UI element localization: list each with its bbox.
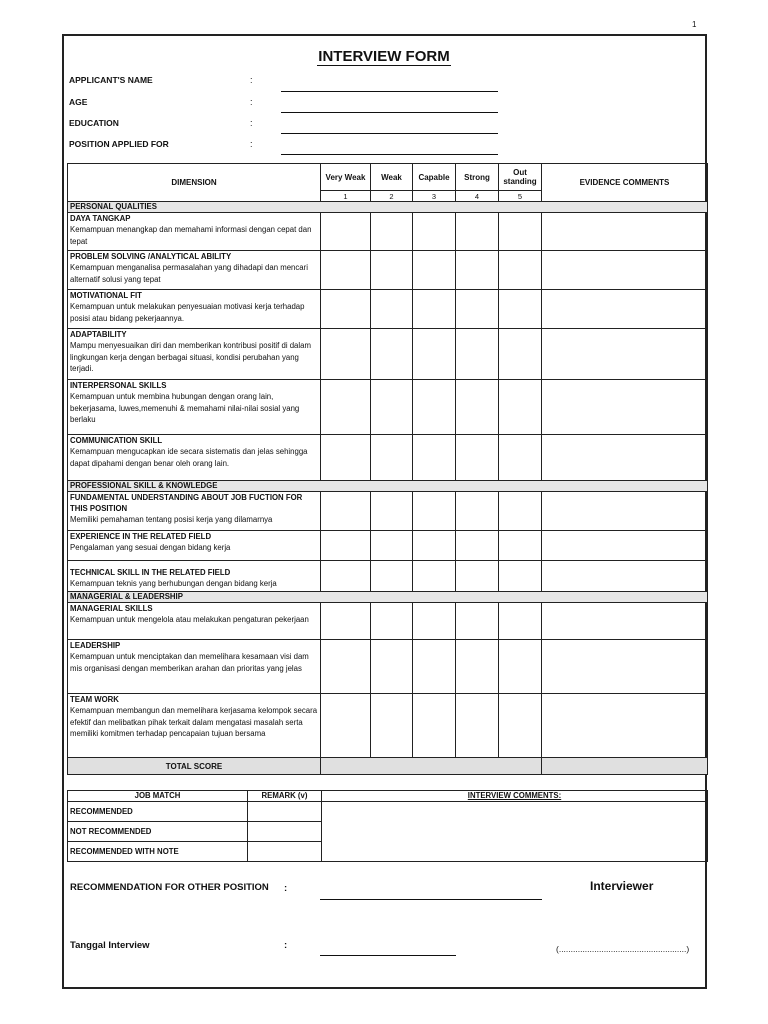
other-position-field[interactable]	[320, 899, 542, 900]
rating-number-1: 1	[321, 191, 371, 202]
rating-cell-5[interactable]	[499, 561, 542, 592]
dimension-title: MOTIVATIONAL FIT	[70, 291, 142, 300]
rating-cell-2[interactable]	[371, 694, 413, 758]
rating-cell-1[interactable]	[321, 603, 371, 640]
dimension-row-experience	[68, 531, 708, 561]
rating-cell-2[interactable]	[371, 435, 413, 481]
interviewer-signature-line[interactable]: (......................................................)	[556, 944, 690, 954]
applicant-name-field[interactable]	[281, 91, 498, 92]
rating-number-2: 2	[371, 191, 413, 202]
rating-cell-3[interactable]	[413, 561, 456, 592]
dimension-row-team-work	[68, 694, 708, 758]
dimension-row-technical-skill	[68, 561, 708, 592]
dimension-row-leadership	[68, 640, 708, 694]
job-match-table	[67, 790, 708, 862]
rating-cell-4[interactable]	[456, 290, 499, 329]
rating-number-5: 5	[499, 191, 542, 202]
rating-cell-2[interactable]	[371, 329, 413, 380]
rating-cell-2[interactable]	[371, 251, 413, 290]
rating-cell-5[interactable]	[499, 290, 542, 329]
evidence-cell[interactable]	[542, 640, 708, 694]
evidence-cell[interactable]	[542, 492, 708, 531]
rating-cell-4[interactable]	[456, 531, 499, 561]
evidence-cell[interactable]	[542, 561, 708, 592]
dimension-row-daya-tangkap	[68, 213, 708, 251]
rating-cell-5[interactable]	[499, 694, 542, 758]
dimension-title: COMMUNICATION SKILL	[70, 436, 163, 445]
rating-cell-4[interactable]	[456, 694, 499, 758]
rating-cell-5[interactable]	[499, 603, 542, 640]
age-colon: :	[250, 97, 253, 107]
rating-cell-1[interactable]	[321, 531, 371, 561]
total-score-cell[interactable]	[321, 758, 542, 775]
rating-cell-1[interactable]	[321, 435, 371, 481]
rating-cell-1[interactable]	[321, 492, 371, 531]
dimension-title: INTERPERSONAL SKILLS	[70, 381, 167, 390]
rating-label-weak: Weak	[371, 164, 413, 191]
rating-cell-3[interactable]	[413, 251, 456, 290]
rating-label-capable: Capable	[413, 164, 456, 191]
rating-cell-1[interactable]	[321, 561, 371, 592]
dimension-description: Kemampuan untuk menciptakan dan memelihara kesamaan visi dam mis organisasi dengan memberikan arahan dan prioritas yang jelas	[70, 652, 309, 673]
dimension-description: Kemampuan untuk melakukan penyesuaian motivasi kerja terhadap posisi atau bidang pekerjaannya.	[70, 302, 305, 323]
evidence-cell[interactable]	[542, 380, 708, 435]
evidence-cell[interactable]	[542, 694, 708, 758]
dimension-description: Pengalaman yang sesuai dengan bidang kerja	[70, 543, 231, 552]
rating-cell-5[interactable]	[499, 531, 542, 561]
dimension-row-motivational-fit	[68, 290, 708, 329]
dimension-row-communication	[68, 435, 708, 481]
recommended-with-note-remark-cell[interactable]	[248, 842, 322, 862]
education-colon: :	[250, 118, 253, 128]
dimension-description: Kemampuan membangun dan memelihara kerjasama kelompok secara efektif dan melibatkan pihak terkait dalam mengatasi masalah serta memiliki komitmen terhadap pencapaian tujuan bersama	[70, 706, 318, 738]
page-number: 1	[692, 20, 697, 29]
dimension-header: DIMENSION	[68, 164, 321, 202]
rating-label-very-weak: Very Weak	[321, 164, 371, 191]
other-position-colon: :	[284, 883, 288, 894]
dimension-row-managerial	[68, 603, 708, 640]
dimension-description: Mampu menyesuaikan diri dan memberikan kontribusi positif di dalam lingkungan kerja dengan berbagai situasi, kondisi perubahan yang terjadi.	[70, 341, 311, 373]
rating-cell-1[interactable]	[321, 213, 371, 251]
remark-header: REMARK (v)	[248, 791, 322, 802]
section-header: PERSONAL QUALITIES	[68, 202, 708, 213]
rating-cell-3[interactable]	[413, 329, 456, 380]
dimension-description: Kemampuan mengucapkan ide secara sistematis dan jelas sehingga dapat dipahami dengan benar oleh orang lain.	[70, 447, 308, 468]
position-applied-colon: :	[250, 139, 253, 149]
rating-cell-2[interactable]	[371, 531, 413, 561]
rating-cell-3[interactable]	[413, 435, 456, 481]
rating-cell-2[interactable]	[371, 561, 413, 592]
interview-date-field[interactable]	[320, 955, 456, 956]
dimension-title: EXPERIENCE IN THE RELATED FIELD	[70, 532, 212, 541]
total-score-label: TOTAL SCORE	[68, 758, 321, 775]
position-applied-field[interactable]	[281, 154, 498, 155]
evidence-comments-header: EVIDENCE COMMENTS	[542, 164, 708, 202]
dimension-row-problem-solving	[68, 251, 708, 290]
rating-number-3: 3	[413, 191, 456, 202]
rating-cell-4[interactable]	[456, 435, 499, 481]
evaluation-table	[67, 163, 708, 775]
education-field[interactable]	[281, 133, 498, 134]
not-recommended-remark-cell[interactable]	[248, 822, 322, 842]
dimension-description: Kemampuan teknis yang berhubungan dengan bidang kerja	[70, 579, 277, 588]
interview-comments-header: INTERVIEW COMMENTS:	[322, 791, 708, 802]
dimension-description: Kemampuan untuk membina hubungan dengan orang lain, bekerjasama, luwes,memenuhi & memahami nilai-nilai sosial yang berlaku	[70, 392, 300, 424]
rating-cell-3[interactable]	[413, 213, 456, 251]
evidence-cell[interactable]	[542, 329, 708, 380]
dimension-row-adaptability	[68, 329, 708, 380]
rating-cell-2[interactable]	[371, 290, 413, 329]
rating-cell-5[interactable]	[499, 640, 542, 694]
rating-cell-1[interactable]	[321, 380, 371, 435]
rating-cell-5[interactable]	[499, 380, 542, 435]
dimension-title: DAYA TANGKAP	[70, 214, 131, 223]
rating-cell-4[interactable]	[456, 492, 499, 531]
dimension-title: LEADERSHIP	[70, 641, 121, 650]
interview-comments-area[interactable]	[322, 802, 708, 862]
dimension-title: MANAGERIAL SKILLS	[70, 604, 153, 613]
rating-cell-2[interactable]	[371, 213, 413, 251]
dimension-title: PROBLEM SOLVING /ANALYTICAL ABILITY	[70, 252, 232, 261]
recommended-remark-cell[interactable]	[248, 802, 322, 822]
rating-label-outstanding: Out standing	[499, 164, 542, 191]
form-title: INTERVIEW FORM	[318, 48, 450, 65]
rating-cell-4[interactable]	[456, 561, 499, 592]
rating-cell-1[interactable]	[321, 329, 371, 380]
rating-cell-4[interactable]	[456, 213, 499, 251]
age-field[interactable]	[281, 112, 498, 113]
dimension-title: ADAPTABILITY	[70, 330, 127, 339]
evidence-cell[interactable]	[542, 603, 708, 640]
rating-cell-3[interactable]	[413, 694, 456, 758]
evidence-cell[interactable]	[542, 290, 708, 329]
rating-cell-3[interactable]	[413, 640, 456, 694]
evidence-cell[interactable]	[542, 531, 708, 561]
rating-cell-1[interactable]	[321, 694, 371, 758]
rating-cell-1[interactable]	[321, 251, 371, 290]
position-applied-label: POSITION APPLIED FOR	[69, 139, 169, 149]
dimension-description: Kemampuan menangkap dan memahami informasi dengan cepat dan tepat	[70, 225, 312, 246]
dimension-description: Kemampuan menganalisa permasalahan yang dihadapi dan mencari alternatif solusi yang tepat	[70, 263, 308, 284]
total-evidence-cell	[542, 758, 708, 775]
other-position-label: RECOMMENDATION FOR OTHER POSITION	[70, 882, 269, 893]
rating-cell-1[interactable]	[321, 640, 371, 694]
dimension-title: FUNDAMENTAL UNDERSTANDING ABOUT JOB FUCTION FOR THIS POSITION	[70, 493, 303, 513]
rating-cell-1[interactable]	[321, 290, 371, 329]
recommended-option: RECOMMENDED	[68, 802, 248, 822]
interview-date-label: Tanggal Interview	[70, 940, 150, 951]
section-header: MANAGERIAL & LEADERSHIP	[68, 592, 708, 603]
education-label: EDUCATION	[69, 118, 119, 128]
evidence-cell[interactable]	[542, 435, 708, 481]
rating-cell-5[interactable]	[499, 213, 542, 251]
rating-cell-2[interactable]	[371, 492, 413, 531]
rating-number-4: 4	[456, 191, 499, 202]
rating-cell-3[interactable]	[413, 492, 456, 531]
rating-cell-5[interactable]	[499, 251, 542, 290]
rating-cell-3[interactable]	[413, 531, 456, 561]
interview-date-colon: :	[284, 940, 288, 951]
rating-cell-3[interactable]	[413, 380, 456, 435]
job-match-header: JOB MATCH	[68, 791, 248, 802]
rating-cell-2[interactable]	[371, 380, 413, 435]
applicant-name-label: APPLICANT'S NAME	[69, 75, 153, 85]
rating-cell-3[interactable]	[413, 290, 456, 329]
dimension-title: TECHNICAL SKILL IN THE RELATED FIELD	[70, 568, 231, 577]
dimension-description: Kemampuan untuk mengelola atau melakukan pengaturan pekerjaan	[70, 615, 309, 624]
evidence-cell[interactable]	[542, 251, 708, 290]
rating-cell-4[interactable]	[456, 251, 499, 290]
rating-cell-3[interactable]	[413, 603, 456, 640]
dimension-description: Memiliki pemahaman tentang posisi kerja yang dilamarnya	[70, 515, 273, 524]
rating-cell-4[interactable]	[456, 380, 499, 435]
rating-label-strong: Strong	[456, 164, 499, 191]
dimension-row-fundamental-understanding	[68, 492, 708, 531]
dimension-title: TEAM WORK	[70, 695, 119, 704]
rating-cell-2[interactable]	[371, 603, 413, 640]
rating-cell-2[interactable]	[371, 640, 413, 694]
section-header: PROFESSIONAL SKILL & KNOWLEDGE	[68, 481, 708, 492]
rating-cell-4[interactable]	[456, 329, 499, 380]
rating-cell-4[interactable]	[456, 640, 499, 694]
rating-cell-5[interactable]	[499, 329, 542, 380]
interviewer-label: Interviewer	[590, 879, 654, 893]
evidence-cell[interactable]	[542, 213, 708, 251]
applicant-name-colon: :	[250, 75, 253, 85]
recommended-with-note-option: RECOMMENDED WITH NOTE	[68, 842, 248, 862]
dimension-row-interpersonal	[68, 380, 708, 435]
total-score-row	[68, 758, 708, 775]
age-label: AGE	[69, 97, 88, 107]
rating-cell-5[interactable]	[499, 435, 542, 481]
not-recommended-option: NOT RECOMMENDED	[68, 822, 248, 842]
rating-cell-4[interactable]	[456, 603, 499, 640]
rating-cell-5[interactable]	[499, 492, 542, 531]
